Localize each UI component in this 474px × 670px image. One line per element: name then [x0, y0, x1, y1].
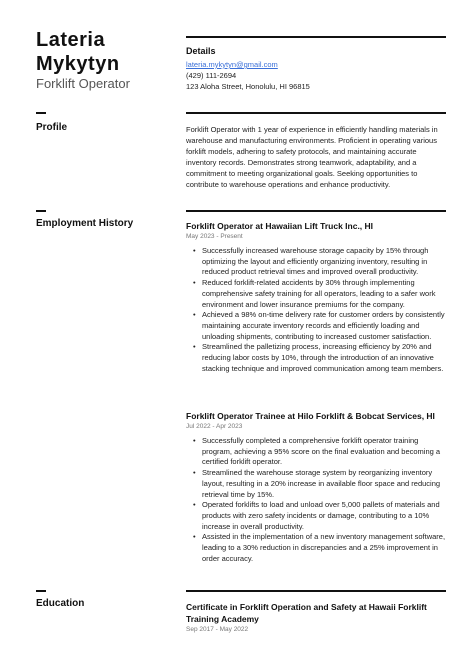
job-1-bullets	[186, 246, 448, 374]
job-1-title: Forklift Operator at Hawaiian Lift Truck Inc., HI	[186, 221, 374, 231]
profile-summary: Forklift Operator with 1 year of experience in efficiently handling materials in warehouse and manufacturing environments. Proficient in operating various forklift models, adhering to safety protocols, and maintaining accurate inventory records. Demonstrates strong teamwork, adaptability, and a commitment to meeting organizational goals. Seeking opportunities to contribute to warehouse operations and enhance productivity.	[186, 125, 438, 189]
divider-profile	[186, 112, 446, 114]
list-item: • Reduced forklift-related accidents by 30% through implementing comprehensive safety training for all operators, leading to a safer work environment and lower insurance premiums for the company.	[193, 278, 436, 309]
last-name: Mykytyn	[36, 53, 120, 75]
list-item: • Assisted in the implementation of a new inventory management software, leading to a 30% reduction in discrepancies and a 25% improvement in order accuracy.	[193, 532, 446, 563]
address: 123 Aloha Street, Honolulu, HI 96815	[186, 82, 310, 91]
job-2-bullets	[186, 436, 448, 564]
education-title: Certificate in Forklift Operation and Safety at Hawaii Forklift Training Academy	[186, 602, 427, 624]
candidate-name	[36, 28, 120, 76]
divider-employment-short	[36, 210, 46, 212]
list-item: • Streamlined the palletizing process, increasing efficiency by 20% and reducing labor costs by 10%, through the introduction of an innovative stacking technique and improved communication among team members.	[193, 342, 444, 373]
list-item: • Successfully increased warehouse storage capacity by 15% through optimizing the layout and efficiently organizing inventory, resulting in reduced product retrieval times and improved overall productivity.	[193, 246, 429, 277]
first-name: Lateria	[36, 29, 106, 51]
education-heading: Education	[36, 598, 85, 609]
divider-details	[186, 36, 446, 38]
job-2-title: Forklift Operator Trainee at Hilo Forklift & Bobcat Services, HI	[186, 411, 435, 421]
job-1-dates: May 2023 - Present	[186, 233, 243, 240]
list-item: • Streamlined the warehouse storage system by reorganizing inventory layout, resulting in a 20% increase in available floor space and reducing retrieval time by 15%.	[193, 468, 441, 499]
details-heading: Details	[186, 46, 216, 56]
divider-education-short	[36, 590, 46, 592]
profile-heading: Profile	[36, 122, 68, 133]
job-2-dates: Jul 2022 - Apr 2023	[186, 423, 243, 430]
education-dates: Sep 2017 - May 2022	[186, 626, 249, 633]
employment-heading: Employment History	[36, 218, 134, 229]
list-item: • Successfully completed a comprehensive forklift operator training program, achieving a 95% score on the final evaluation and becoming a certified forklift operator.	[193, 436, 441, 467]
email-link[interactable]: lateria.mykytyn@gmail.com	[186, 60, 278, 69]
phone-number: (429) 111-2694	[186, 71, 237, 80]
list-item: • Achieved a 98% on-time delivery rate for customer orders by consistently maintaining accurate inventory records and efficiently loading and unloading shipments, contributing to increased customer satisfaction.	[193, 310, 445, 341]
divider-education	[186, 590, 446, 592]
divider-profile-short	[36, 112, 46, 114]
divider-employment	[186, 210, 446, 212]
job-title-header: Forklift Operator	[36, 76, 130, 91]
list-item: • Operated forklifts to load and unload over 5,000 pallets of materials and products with zero safety incidents or damage, contributing to a 10% increase in overall productivity.	[193, 500, 440, 531]
